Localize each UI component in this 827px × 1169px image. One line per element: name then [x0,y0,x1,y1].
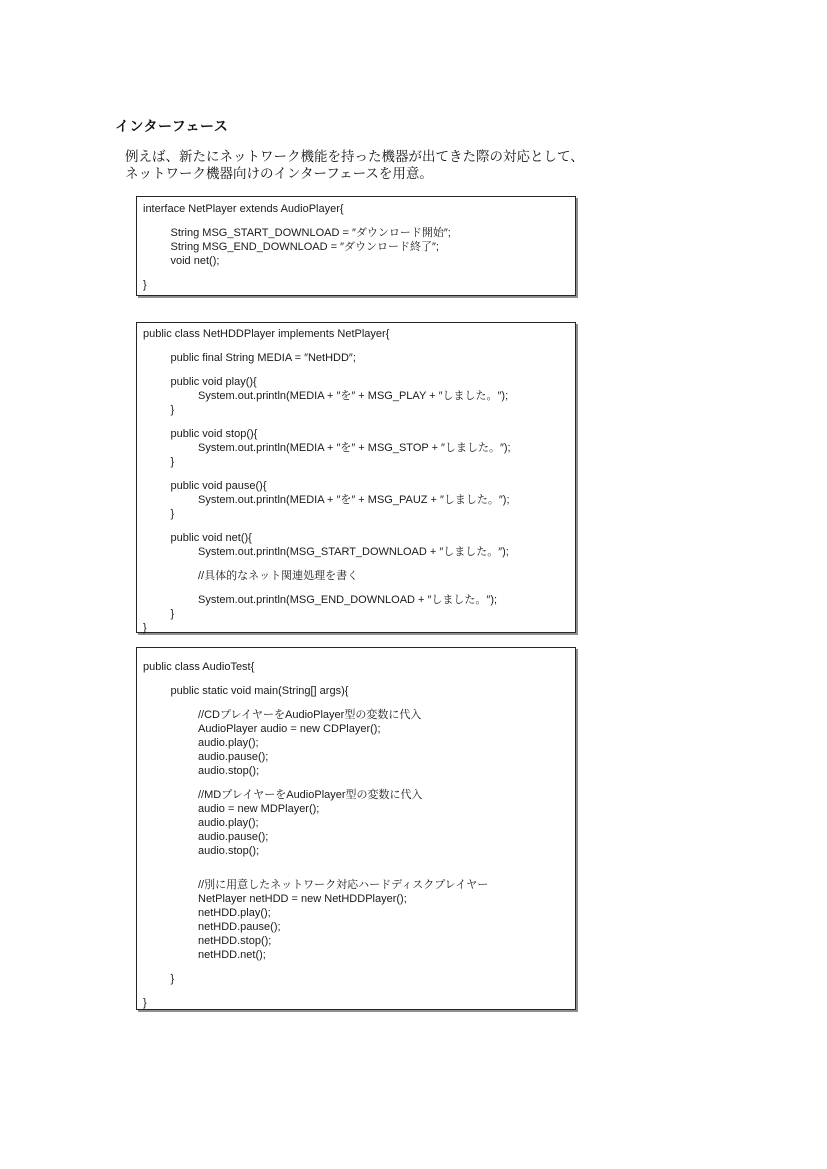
intro-line: ネットワーク機器向けのインターフェースを用意。 [125,166,433,181]
code-line [143,962,569,972]
intro-line: 例えば、新たにネットワーク機能を持った機器が出てきた際の対応として、 [125,149,584,164]
code-line: //CDプレイヤーをAudioPlayer型の変数に代入 [198,709,422,721]
code-line: System.out.println(MEDIA + ″を″ + MSG_PAUZ + ″しました。″); [198,494,510,506]
code-line: public final String MEDIA = ″NetHDD″; [170,352,356,364]
code-line: //MDプレイヤーをAudioPlayer型の変数に代入 [198,789,423,801]
code-line: audio.stop(); [198,765,260,777]
code-line: } [143,279,147,291]
code-line [143,559,569,569]
code-line: String MSG_START_DOWNLOAD = ″ダウンロード開始″; [170,227,451,239]
code-line [143,268,569,278]
code-line [143,698,569,708]
code-line: } [143,997,147,1009]
code-line: netHDD.play(); [198,907,271,919]
code-line: public void pause(){ [170,480,267,492]
code-line: //具体的なネット関連処理を書く [198,570,359,582]
code-line [143,674,569,684]
code-line: } [170,973,175,985]
code-line: System.out.println(MSG_END_DOWNLOAD + ″しました。″); [198,594,498,606]
code-line [143,216,569,226]
code-line: public static void main(String[] args){ [170,685,349,697]
code-line [143,469,569,479]
code-line: AudioPlayer audio = new CDPlayer(); [198,723,381,735]
code-line: System.out.println(MSG_START_DOWNLOAD + ″しました。″); [198,546,509,558]
code-box-netplayer-interface [136,196,576,296]
code-line: System.out.println(MEDIA + ″を″ + MSG_PLAY + ″しました。″); [198,390,509,402]
code-line: } [170,456,175,468]
code-line: //別に用意したネットワーク対応ハードディスクプレイヤー [198,879,489,891]
code-line: audio.pause(); [198,751,269,763]
code-line: } [170,404,175,416]
code-line [143,583,569,593]
code-line: System.out.println(MEDIA + ″を″ + MSG_STOP + ″しました。″); [198,442,511,454]
code-box-audiotest-class [136,647,576,1010]
code-line: interface NetPlayer extends AudioPlayer{ [143,203,344,215]
code-line: void net(); [170,255,220,267]
code-line: } [170,608,175,620]
code-line [143,858,569,868]
code-line: audio = new MDPlayer(); [198,803,320,815]
code-line: public void play(){ [170,376,257,388]
intro-paragraph [125,148,584,182]
code-line: netHDD.net(); [198,949,266,961]
code-line [143,365,569,375]
code-line: } [143,622,147,634]
code-line: public class AudioTest{ [143,661,255,673]
code-line: audio.pause(); [198,831,269,843]
code-line [143,341,569,351]
code-line: public void stop(){ [170,428,258,440]
code-line: NetPlayer netHDD = new NetHDDPlayer(); [198,893,407,905]
code-line [143,521,569,531]
code-line: audio.play(); [198,737,259,749]
page-title: インターフェース [115,118,229,134]
code-line: public void net(){ [170,532,252,544]
code-line [143,986,569,996]
code-line: } [170,508,175,520]
code-line [143,778,569,788]
code-line: netHDD.stop(); [198,935,272,947]
code-line [143,868,569,878]
code-line: String MSG_END_DOWNLOAD = ″ダウンロード終了″; [170,241,439,253]
code-line: netHDD.pause(); [198,921,281,933]
code-line: audio.play(); [198,817,259,829]
code-box-nethddplayer-class [136,322,576,633]
code-line: public class NetHDDPlayer implements NetPlayer{ [143,328,390,340]
code-line [143,417,569,427]
code-line: audio.stop(); [198,845,260,857]
